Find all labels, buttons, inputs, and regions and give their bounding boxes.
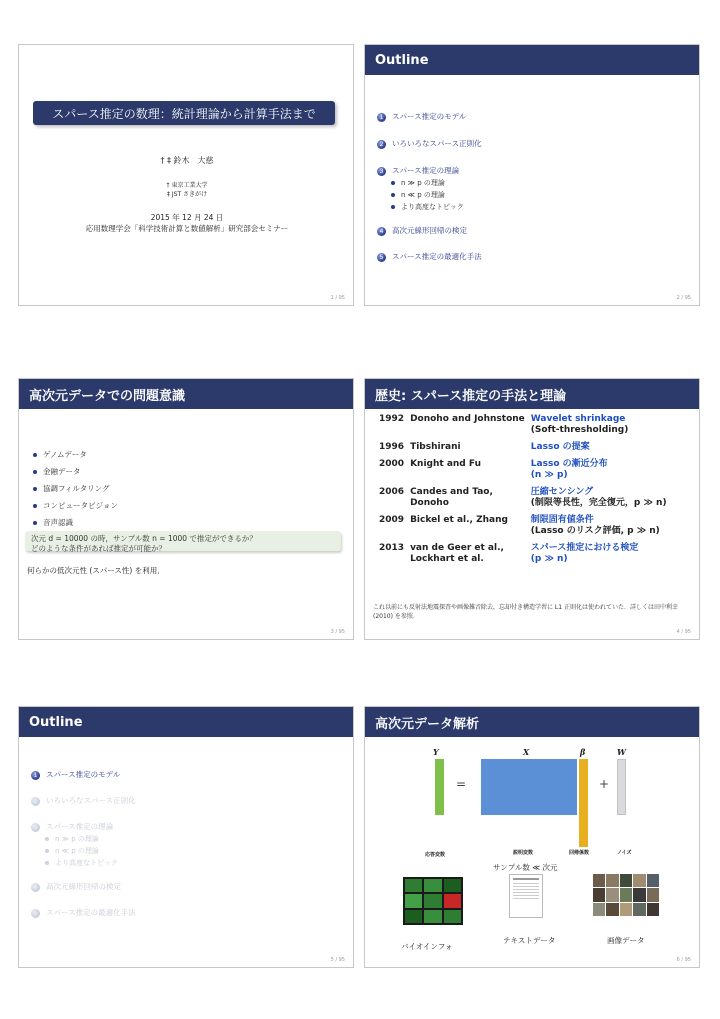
toc-item-2[interactable]: 2 いろいろなスパース正則化 (377, 138, 482, 149)
toc-item-4[interactable]: 4 高次元線形回帰の検定 (31, 881, 121, 892)
number-ball-icon: 4 (31, 883, 40, 892)
bioinfo-image (403, 877, 463, 925)
number-ball-icon: 3 (31, 823, 40, 832)
block-line: どのような条件があれば推定が可能か？ (31, 544, 166, 553)
footnote: これ以前にも反射法地震探査や画像雑音除去，忘却付き構造学習に L1 正則化は使われていた．詳しくは田中利幸 (2010) を参照． (373, 604, 678, 620)
event: 応用数理学会「科学技術計算と数値解析」研究部会セミナー (85, 224, 289, 233)
list-item: 協調フィルタリング (33, 483, 118, 494)
caption-response: 応答変数 (425, 852, 446, 858)
list-item: 金融データ (33, 466, 118, 477)
label-beta: β (580, 747, 586, 757)
toc-item-5[interactable]: 5 スパース推定の最適化手法 (377, 251, 482, 262)
toc-item-5[interactable]: 5 スパース推定の最適化手法 (31, 907, 136, 918)
toc-subitem[interactable]: n ≫ p の理論 (31, 834, 118, 844)
sample-text: サンプル数 ≪ 次元 (493, 863, 558, 872)
vector-beta (579, 759, 588, 847)
bullet-icon (45, 849, 49, 853)
table-row: 1992 Donoho and Johnstone Wavelet shrinkage (Soft-thresholding) (379, 414, 629, 435)
toc-subitem[interactable]: より高度なトピック (377, 202, 464, 212)
date: 2015 年 12 月 24 日 (150, 213, 224, 222)
bullet-icon (33, 521, 37, 525)
matrix-x (481, 759, 577, 815)
slide-5 (18, 706, 354, 968)
page-number: 1 / 95 (330, 295, 345, 301)
bullet-icon (33, 470, 37, 474)
caption-explanatory: 説明変数 (513, 850, 534, 856)
number-ball-icon: 3 (377, 167, 386, 176)
toc-subitem[interactable]: n ≪ p の理論 (31, 846, 118, 856)
bullet-list (33, 449, 118, 534)
page-number: 2 / 95 (676, 295, 691, 301)
list-item: ゲノムデータ (33, 449, 118, 460)
slide-2 (364, 44, 700, 306)
block-line: 次元 d = 10000 の時，サンプル数 n = 1000 で推定ができるか？ (31, 534, 257, 543)
author: † ‡ 鈴木 大慈 (160, 156, 214, 165)
number-ball-icon: 1 (377, 113, 386, 122)
frame-title: 高次元データでの問題意識 (19, 379, 353, 409)
toc-item-3[interactable]: 3 スパース推定の理論 n ≫ p の理論 n ≪ p の理論 より高度なトピック (31, 821, 118, 868)
matrix-y (435, 759, 444, 815)
bullet-icon (391, 205, 395, 209)
title-box: スパース推定の数理：統計理論から計算手法まで (33, 101, 335, 125)
label-w: W (617, 747, 626, 757)
equals-sign: = (456, 777, 467, 791)
img-caption-image: 画像データ (607, 936, 645, 945)
footer-text: 何らかの低次元性 (スパース性) を利用． (27, 566, 165, 575)
number-ball-icon: 5 (377, 253, 386, 262)
number-ball-icon: 1 (31, 771, 40, 780)
bullet-icon (33, 487, 37, 491)
bullet-icon (33, 453, 37, 457)
toc-item-2[interactable]: 2 いろいろなスパース正則化 (31, 795, 136, 806)
list-item: 音声認識 (33, 517, 118, 528)
number-ball-icon: 5 (31, 909, 40, 918)
history-table (379, 411, 673, 568)
number-ball-icon: 4 (377, 227, 386, 236)
page-number: 6 / 95 (676, 957, 691, 963)
bullet-icon (391, 193, 395, 197)
frame-title: 高次元データ解析 (365, 707, 699, 737)
question-block (25, 531, 341, 551)
toc-subitem[interactable]: n ≫ p の理論 (377, 178, 464, 188)
slide-3 (18, 378, 354, 640)
img-caption-bio: バイオインフォ (401, 942, 453, 951)
slide-6 (364, 706, 700, 968)
toc-item-3[interactable]: 3 スパース推定の理論 n ≫ p の理論 n ≪ p の理論 より高度なトピック (377, 165, 464, 212)
page-number: 5 / 95 (330, 957, 345, 963)
table-row: 1996 Tibshirani Lasso の提案 (379, 442, 590, 452)
caption-noise: ノイズ (617, 850, 632, 856)
toc-item-4[interactable]: 4 高次元線形回帰の検定 (377, 225, 467, 236)
number-ball-icon: 2 (377, 140, 386, 149)
page-number: 4 / 95 (676, 629, 691, 635)
bullet-icon (33, 504, 37, 508)
table-row: 2006 Candes and Tao, Donoho 圧縮センシング (制限等長性，完全復元，p ≫ n) (379, 487, 667, 508)
page-number: 3 / 95 (330, 629, 345, 635)
toc-item-1[interactable]: 1 スパース推定のモデル (31, 769, 120, 780)
table-row: 2000 Knight and Fu Lasso の漸近分布 (n ≫ p) (379, 459, 608, 480)
slide-4 (364, 378, 700, 640)
frame-title: 歴史: スパース推定の手法と理論 (365, 379, 699, 409)
bullet-icon (45, 837, 49, 841)
label-x: X (523, 747, 530, 757)
bullet-icon (391, 181, 395, 185)
toc-subitem[interactable]: より高度なトピック (31, 858, 118, 868)
image-data-image (593, 874, 659, 916)
bullet-icon (45, 861, 49, 865)
list-item: コンピュータビジョン (33, 500, 118, 511)
img-caption-text: テキストデータ (503, 936, 556, 945)
number-ball-icon: 2 (31, 797, 40, 806)
frame-title: Outline (19, 707, 353, 737)
toc-item-1[interactable]: 1 スパース推定のモデル (377, 111, 466, 122)
affiliation-2: ‡ JST さきがけ (166, 191, 208, 198)
toc-subitem[interactable]: n ≪ p の理論 (377, 190, 464, 200)
label-y: Y (433, 747, 439, 757)
text-data-image (509, 874, 543, 918)
frame-title: Outline (365, 45, 699, 75)
table-row: 2009 Bickel et al., Zhang 制限固有値条件 (Lasso のリスク評価, p ≫ n) (379, 515, 660, 536)
slide-1 (18, 44, 354, 306)
table-row: 2013 van de Geer et al., Lockhart et al. スパース推定における検定 (p ≫ n) (379, 543, 639, 564)
plus-sign: + (599, 777, 610, 791)
caption-coefficient: 回帰係数 (569, 850, 590, 856)
vector-w (617, 759, 626, 815)
affiliation-1: † 東京工業大学 (166, 182, 208, 189)
